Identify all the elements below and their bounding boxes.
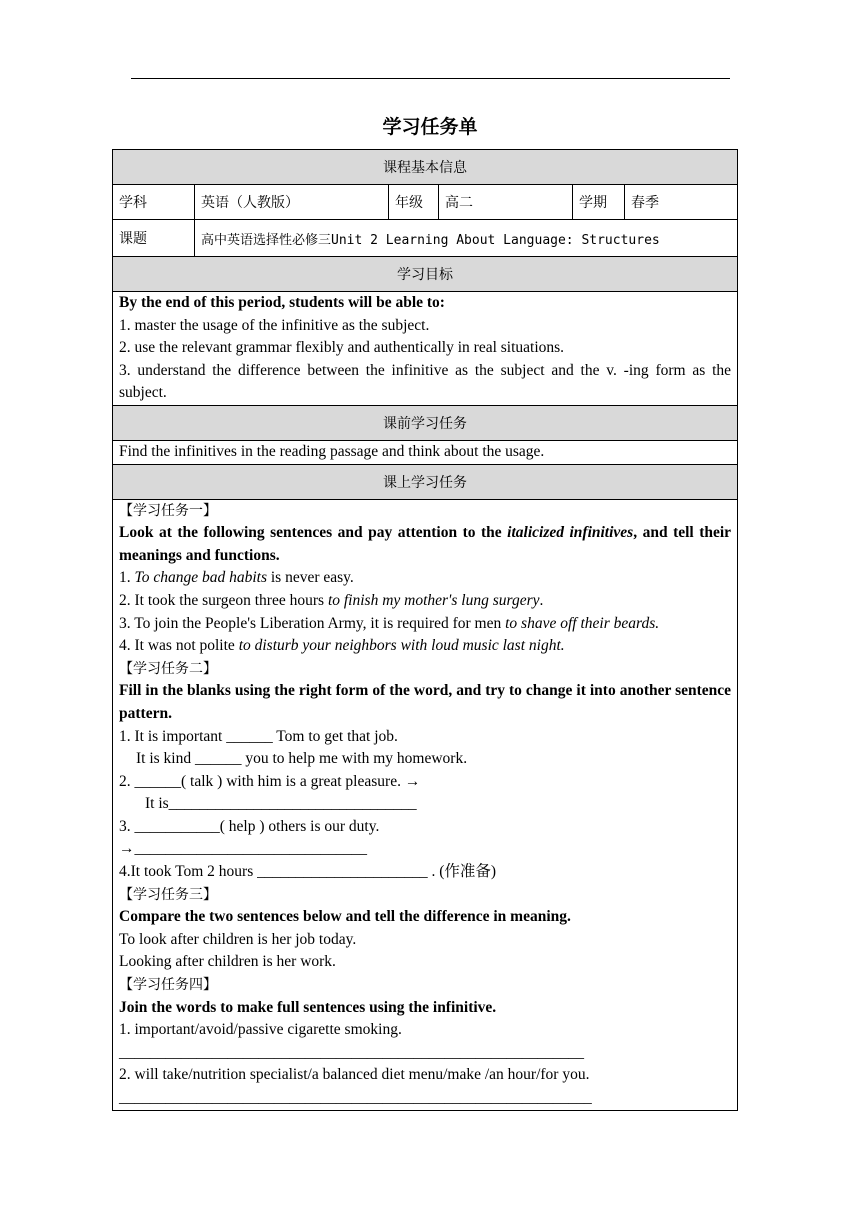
sentence-number: 1.: [119, 569, 135, 587]
sentence-pre: 3. To join the People's Liberation Army, it is required for men: [119, 614, 506, 632]
sentence-rest: is never easy.: [266, 569, 354, 587]
task2-line: 1. It is important ______ Tom to get that job.: [119, 727, 398, 745]
topic-value: 高中英语选择性必修三Unit 2 Learning About Language: Structures: [195, 220, 738, 257]
subject-row: [113, 185, 738, 220]
task2-line: It is________________________________: [145, 795, 417, 813]
topic-label: 课题: [113, 220, 195, 257]
task4-label: 【学习任务四】: [119, 977, 217, 994]
task2-instruction: Fill in the blanks using the right form of the word, and try to change it into another sentence pattern.: [119, 682, 732, 722]
task1-instr-a: Look at the following sentences and pay attention to the: [119, 524, 508, 542]
task3-line: Looking after children is her work.: [119, 953, 336, 971]
task2-line: →______________________________: [119, 840, 367, 858]
task4-line: 2. will take/nutrition specialist/a balanced diet menu/make /an hour/for you.: [119, 1066, 590, 1084]
sentence-italic: to finish my mother's lung surgery: [327, 591, 540, 609]
task2-label: 【学习任务二】: [119, 660, 217, 677]
topic-row: [113, 220, 738, 257]
objective-item: 3. understand the difference between the infinitive as the subject and the v. -ing form as the subject.: [119, 361, 732, 402]
objectives-intro: By the end of this period, students will be able to:: [119, 294, 445, 311]
sentence-end: .: [539, 591, 544, 609]
inclass-header-row: [113, 464, 738, 499]
task1-instr-b: , and tell their meanings and functions.: [119, 524, 732, 564]
task1-sentence-4: [119, 635, 731, 658]
objectives-header: 学习目标: [113, 257, 738, 292]
grade-value: 高二: [439, 185, 573, 220]
task2-line: 2. ______( talk ) with him is a great pleasure. →: [119, 772, 421, 790]
preclass-task: Find the infinitives in the reading passage and think about the usage.: [113, 440, 738, 464]
basic-info-header-row: [113, 150, 738, 185]
task4-answer-line: _____________________________________________________________: [119, 1089, 592, 1106]
task2-line: It is kind ______ you to help me with my homework.: [136, 750, 468, 768]
sentence-italic: to shave off their beards.: [505, 614, 660, 632]
inclass-cell: [113, 499, 738, 1110]
task1-sentence-2: [119, 590, 731, 613]
objectives-row: [113, 292, 738, 406]
sentence-italic: To change bad habits: [134, 569, 267, 587]
basic-info-header: 课程基本信息: [113, 150, 738, 185]
task4-instruction: Join the words to make full sentences using the infinitive.: [119, 998, 497, 1016]
objectives-cell: [113, 292, 738, 406]
grade-label: 年级: [389, 185, 439, 220]
task4-line: 1. important/avoid/passive cigarette smoking.: [119, 1021, 402, 1039]
task1-sentence-1: [119, 567, 731, 590]
sentence-italic: to disturb your neighbors with loud music last night.: [238, 637, 565, 655]
preclass-header-row: [113, 405, 738, 440]
task-sheet-table: [112, 149, 738, 1111]
subject-label: 学科: [113, 185, 195, 220]
inclass-header: 课上学习任务: [113, 464, 738, 499]
objective-item: 2. use the relevant grammar flexibly and authentically in real situations.: [119, 339, 565, 357]
task4-answer-line: ____________________________________________________________: [119, 1043, 584, 1061]
objective-item: 1. master the usage of the infinitive as the subject.: [119, 316, 430, 334]
task3-label: 【学习任务三】: [119, 886, 217, 903]
task1-instr-italic: italicized infinitives: [507, 524, 634, 542]
task1-instruction: [119, 522, 731, 567]
task3-instruction: Compare the two sentences below and tell the difference in meaning.: [119, 908, 571, 926]
sentence-pre: 2. It took the surgeon three hours: [119, 591, 328, 609]
task1-label: 【学习任务一】: [119, 502, 217, 519]
sentence-pre: 4. It was not polite: [119, 637, 239, 655]
subject-value: 英语（人教版）: [195, 185, 389, 220]
term-label: 学期: [573, 185, 625, 220]
page-title: 学习任务单: [382, 116, 478, 138]
objectives-header-row: [113, 257, 738, 292]
task2-line: 4.It took Tom 2 hours ______________________ . (作准备): [119, 863, 497, 881]
inclass-row: [113, 499, 738, 1110]
task3-line: To look after children is her job today.: [119, 930, 357, 948]
term-value: 春季: [625, 185, 738, 220]
preclass-row: [113, 440, 738, 464]
preclass-header: 课前学习任务: [113, 405, 738, 440]
task1-sentence-3: [119, 613, 731, 636]
header-rule: [131, 78, 730, 79]
task2-line: 3. ___________( help ) others is our duty.: [119, 817, 380, 835]
